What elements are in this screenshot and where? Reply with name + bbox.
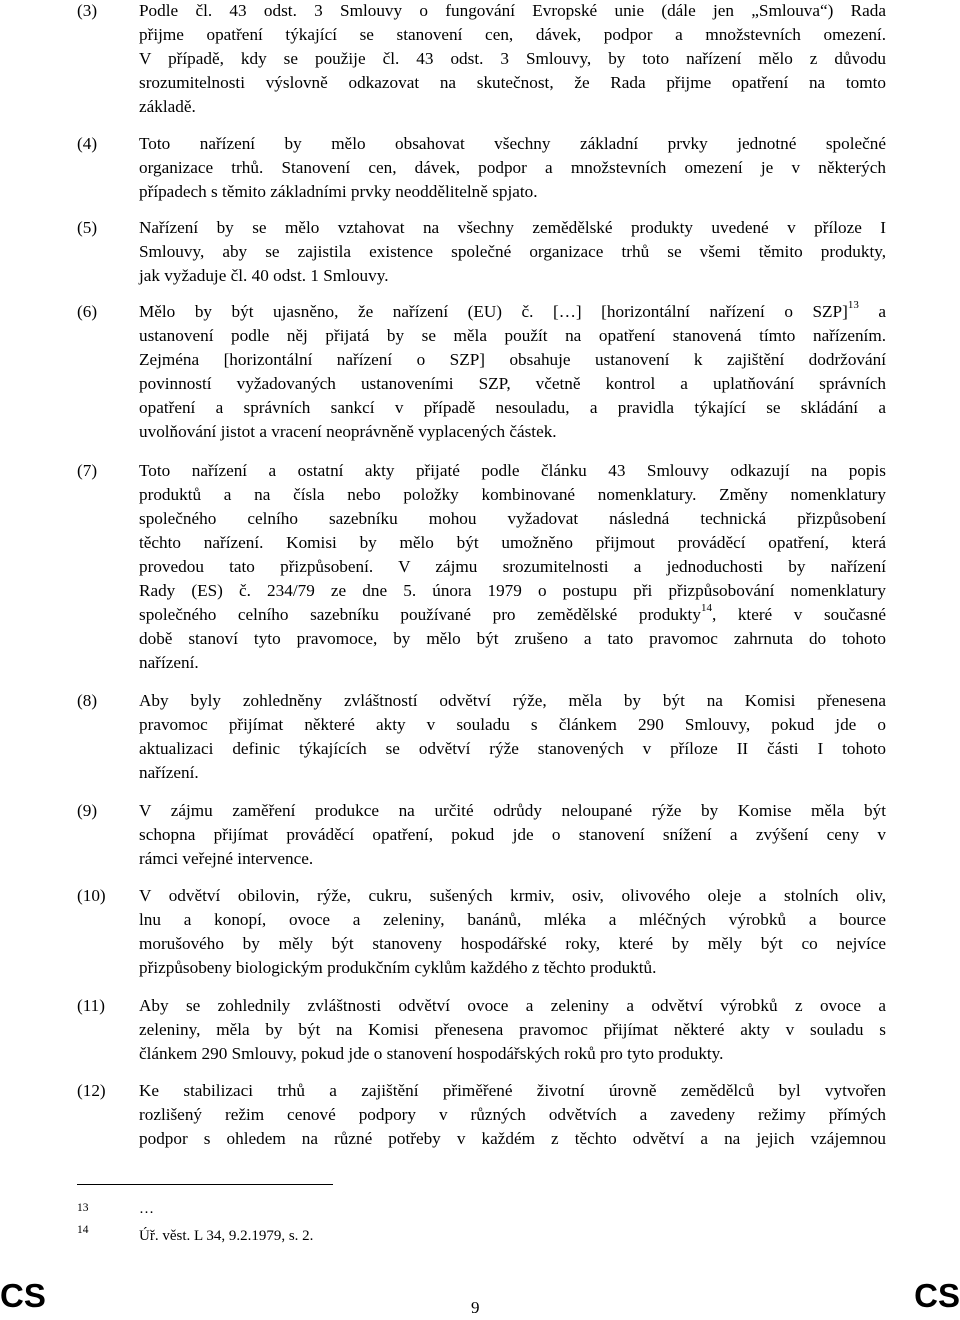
text-line: Ke stabilizaci trhů a zajištění přiměřené životní úrovně zemědělců byl vytvořen [139, 1081, 886, 1100]
text-line: uvolňování jistot a vracení neoprávněně vyplacených částek. [139, 422, 557, 441]
text-line: srozumitelnosti výslovně odkazovat na skutečnost, že Rada přijme opatření na tomto [139, 73, 886, 92]
text-line: společného celního sazebníku mohou vyžadovat následná technická přizpůsobení [139, 509, 886, 528]
text-line: Podle čl. 43 odst. 3 Smlouvy o fungování Evropské unie (dále jen „Smlouva“) Rada [139, 1, 886, 20]
text-line: Zejména [horizontální nařízení o SZP] obsahuje ustanovení k zajištění dodržování [139, 350, 886, 369]
footnote-number: 13 [77, 1202, 89, 1214]
text-line: rámci veřejné intervence. [139, 849, 314, 868]
text-line: schopna přijímat prováděcí opatření, pokud jde o stanovení snížení a zvýšení ceny v [139, 825, 886, 844]
footnote-text: … [139, 1201, 154, 1217]
text-line: Aby byly zohledněny zvláštností odvětví rýže, měla by být na Komisi přenesena [139, 691, 886, 710]
text-line: Toto nařízení a ostatní akty přijaté podle článku 43 Smlouvy odkazují na popis [139, 461, 886, 480]
paragraph-number: (8) [77, 691, 98, 710]
text-line: Smlouvy, aby se zajistila existence společné organizace trhů se všemi těmito produkty, [139, 242, 886, 261]
text-line: případech s těmito základními prvky neoddělitelně spjato. [139, 182, 538, 201]
text-line: přizpůsobeny biologickým produkčním cyklům každého z těchto produktů. [139, 958, 657, 977]
paragraph-number: (12) [77, 1081, 106, 1100]
text-line: těchto nařízení. Komisi by mělo být umožněno přijmout prováděcí opatření, která [139, 533, 886, 552]
text-line: provedou tato přizpůsobení. V zájmu srozumitelnosti a jednoduchosti by nařízení [139, 557, 886, 576]
language-code-left: CS [0, 1277, 46, 1314]
text-line: aktualizaci definic týkajících se odvětví rýže stanovených v příloze II části I tohoto [139, 739, 886, 758]
text-line: nařízení. [139, 653, 199, 672]
footnote-reference: 14 [700, 602, 712, 614]
paragraph-number: (4) [77, 134, 98, 153]
text-line: lnu a konopí, ovoce a zeleniny, banánů, mléka a mléčných výrobků a bource [139, 910, 886, 929]
text-line: V případě, kdy se použije čl. 43 odst. 3 Smlouvy, by toto nařízení mělo z důvodu [139, 49, 886, 68]
text-line: Rady (ES) č. 234/79 ze dne 5. února 1979 o postupu při přizpůsobování nomenklatury [139, 581, 886, 600]
footnote-reference: 13 [847, 299, 859, 311]
text-segment: , které v současné [711, 605, 886, 624]
text-line: článkem 290 Smlouvy, pokud jde o stanovení hospodářských roků pro tyto produkty. [139, 1044, 724, 1063]
text-line: opatření a správních sankcí v případě nesouladu, a pravidla týkající se skládání a [139, 398, 886, 417]
paragraph-number: (3) [77, 1, 98, 20]
text-line: základě. [139, 97, 196, 116]
text-line: Toto nařízení by mělo obsahovat všechny základní prvky jednotné společné [139, 134, 886, 153]
text-line: pravomoc přijímat některé akty v souladu s článkem 290 Smlouvy, pokud jde o [139, 715, 886, 734]
text-segment: a [858, 302, 886, 321]
footnote-separator [77, 1184, 333, 1185]
paragraph-number: (7) [77, 461, 98, 480]
paragraph-number: (9) [77, 801, 98, 820]
page-number: 9 [471, 1298, 480, 1317]
text-segment: společného celního sazebníku používané pro zemědělské produkty [139, 605, 701, 624]
text-line: podpor s ohledem na různé potřeby v každém z těchto odvětví a na jejich vzájemnou [139, 1129, 886, 1148]
text-line-with-footnote [139, 603, 886, 627]
text-line: ustanovení podle něj přijatá by se měla použít na opatření stanovená tímto nařízením. [139, 326, 886, 345]
text-line: Aby se zohlednily zvláštnosti odvětví ovoce a zeleniny a odvětví výrobků z ovoce a [139, 996, 886, 1015]
text-line: zeleniny, měla by být na Komisi přenesena pravomoc přijímat některé akty v souladu s [139, 1020, 886, 1039]
footnote-number: 14 [77, 1224, 89, 1236]
paragraph-number: (6) [77, 302, 98, 321]
text-line: přijme opatření týkající se stanovení cen, dávek, podpor a množstevních omezení. [139, 25, 886, 44]
text-segment: Mělo by být ujasněno, že nařízení (EU) č. […] [horizontální nařízení o SZP] [139, 302, 848, 321]
text-line: V zájmu zaměření produkce na určité odrůdy neloupané rýže by Komise měla být [139, 801, 886, 820]
text-line: V odvětví obilovin, rýže, cukru, sušených krmiv, osiv, olivového oleje a stolních oliv, [139, 886, 886, 905]
paragraph-number: (5) [77, 218, 98, 237]
text-line: organizace trhů. Stanovení cen, dávek, podpor a množstevních omezení je v některých [139, 158, 886, 177]
text-line: nařízení. [139, 763, 199, 782]
paragraph-number: (11) [77, 996, 105, 1015]
text-line: době stanoví tyto pravomoce, by mělo být zrušeno a tato pravomoc zahrnuta do tohoto [139, 629, 886, 648]
paragraph-number: (10) [77, 886, 106, 905]
text-line: Nařízení by se mělo vztahovat na všechny zemědělské produkty uvedené v příloze I [139, 218, 886, 237]
text-line: morušového by měly být stanoveny hospodářské roky, které by měly být co nejvíce [139, 934, 886, 953]
text-line: jak vyžaduje čl. 40 odst. 1 Smlouvy. [139, 266, 389, 285]
text-line: produktů a na čísla nebo položky kombinované nomenklatury. Změny nomenklatury [139, 485, 886, 504]
text-line: povinností vyžadovaných ustanoveními SZP, včetně kontrol a uplatňování správních [139, 374, 886, 393]
footnote-text: Úř. věst. L 34, 9.2.1979, s. 2. [139, 1228, 314, 1244]
text-line: rozlišený režim cenové podpory v různých odvětvích a zavedeny režimy přímých [139, 1105, 886, 1124]
language-code-right: CS [914, 1277, 960, 1314]
text-line-with-footnote [139, 300, 886, 324]
